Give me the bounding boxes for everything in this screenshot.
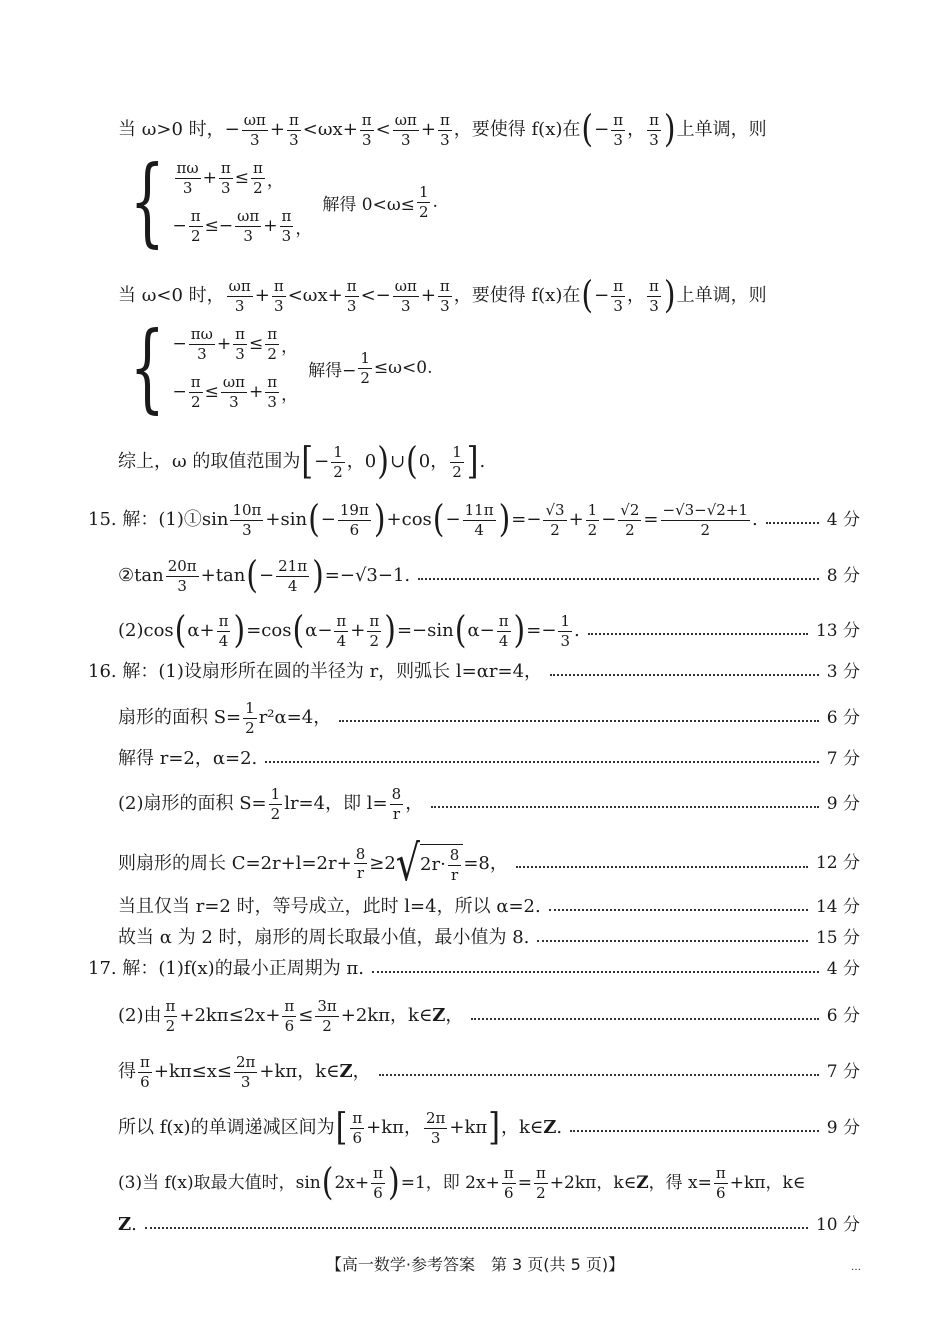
q16-step1: 16. 解：(1)设扇形所在圆的半径为 r，则弧长 l=αr=4， 3 分 xyxy=(88,661,860,682)
score: 14 分 xyxy=(815,896,860,917)
q15-part1-step2: ②tan $\frac{20\pi}{3}$ +tan ( − $\frac{21\pi}{4}$ ) =−√3−1. 8 分 xyxy=(118,553,860,598)
score: 3 分 xyxy=(826,661,860,682)
score: 12 分 xyxy=(815,853,860,873)
score: 13 分 xyxy=(815,620,860,641)
inequality-system-1: { $\frac{\pi\omega}{3}$ + $\frac{\pi}{3}$ ≤ $\frac{\pi}{2}$ ， − $\frac{\pi}{2}$ ≤− $\frac{\omega\pi}{3}$ + $\frac{\pi}{3}$ ， 解得 0<ω≤ $\frac{1}{2}$ . xyxy=(129,145,438,258)
score: 4 分 xyxy=(826,958,860,979)
inequality-system-2: { − $\frac{\pi\omega}{3}$ + $\frac{\pi}{3}$ ≤ $\frac{\pi}{2}$ ， − $\frac{\pi}{2}$ ≤ $\frac{\omega\pi}{3}$ + $\frac{\pi}{3}$ ， 解得− $\frac{1}{2}$ ≤ω<0. xyxy=(129,311,433,424)
q16-step6: 当且仅当 r=2 时，等号成立，此时 l=4，所以 α=2. 14 分 xyxy=(118,896,860,917)
score: 4 分 xyxy=(826,509,860,530)
fraction: $\frac{\pi}{3}$ xyxy=(361,111,372,149)
score: 9 分 xyxy=(826,1117,860,1138)
score: 6 分 xyxy=(826,1005,860,1026)
score: 7 分 xyxy=(826,1061,860,1082)
text: 当 ω>0 时，− xyxy=(118,119,240,140)
q16-step3: 解得 r=2，α=2. 7 分 xyxy=(118,748,860,769)
score: 9 分 xyxy=(826,793,860,814)
solve-result-2: 解得− $\frac{1}{2}$ ≤ω<0. xyxy=(308,349,433,387)
omega-positive-condition: 当 ω>0 时，− $\frac{\omega\pi}{3}$ + $\frac{\pi}{3}$ <ωx+ $\frac{\pi}{3}$ < $\frac{\omega\pi}{3}$ + $\frac{\pi}{3}$ ，要使得 f(x)在 ( − $\frac{\pi}{3}$ ， $\frac{\pi}{3}$ ) 上单调，则 xyxy=(118,107,767,152)
q17-step2: (2)由 $\frac{\pi}{2}$ +2kπ≤2x+ $\frac{\pi}{6}$ ≤ $\frac{3\pi}{2}$ +2kπ，k∈ Z ， 6 分 xyxy=(118,997,860,1035)
q17-step4: 所以 f(x)的单调递减区间为 [ $\frac{\pi}{6}$ +kπ， $\frac{2\pi}{3}$ +kπ ] ，k∈ Z . 9 分 xyxy=(118,1105,860,1150)
q16-step5: 则扇形的周长 C=2r+l=2r+ $\frac{8}{r}$ ≥2 √ 2r· $\frac{8}{r}$ =8， 12 分 xyxy=(118,834,860,892)
q17-step6: Z . 10 分 xyxy=(118,1214,860,1235)
solve-result-1: 解得 0<ω≤ $\frac{1}{2}$ . xyxy=(322,183,438,221)
q15-part2: (2)cos ( α+ $\frac{\pi}{4}$ ) =cos ( α− $\frac{\pi}{4}$ + $\frac{\pi}{2}$ ) =−sin ( α− $\frac{\pi}{4}$ ) =− $\frac{1}{3}$ . 13 分 xyxy=(118,608,860,653)
q15-part1-step1: 15. 解：(1)①sin $\frac{10\pi}{3}$ +sin ( − $\frac{19\pi}{6}$ ) +cos ( − $\frac{11\pi}{4}$ ) =− $\frac{√3}{2}$ + $\frac{1}{2}$ − $\frac{√2}{2}$ = $\frac{-√3-√2+1}{2}$ . 4 分 xyxy=(88,497,860,542)
fraction: $\frac{\pi}{3}$ xyxy=(288,111,299,149)
q17-step5: (3)当 f(x)取最大值时，sin ( 2x+ $\frac{\pi}{6}$ ) =1，即 2x+ $\frac{\pi}{6}$ = $\frac{\pi}{2}$ +2kπ，k∈ Z ，得 x= $\frac{\pi}{6}$ +kπ，k∈ xyxy=(118,1160,806,1205)
q17-step3: 得 $\frac{\pi}{6}$ +kπ≤x≤ $\frac{2\pi}{3}$ +kπ，k∈ Z ， 7 分 xyxy=(118,1053,860,1091)
q17-step1: 17. 解：(1)f(x)的最小正周期为 π. 4 分 xyxy=(88,958,860,979)
score: 6 分 xyxy=(826,707,860,728)
q16-step4: (2)扇形的面积 S= $\frac{1}{2}$ lr=4，即 l= $\frac{8}{r}$ ， 9 分 xyxy=(118,785,860,823)
q16-step7: 故当 α 为 2 时，扇形的周长取最小值，最小值为 8. 15 分 xyxy=(118,927,860,948)
score: 8 分 xyxy=(826,565,860,586)
sqrt-expression: √ 2r· $\frac{8}{r}$ xyxy=(396,844,464,883)
score: 7 分 xyxy=(826,748,860,769)
fraction: $\frac{\pi}{3}$ xyxy=(439,111,450,149)
page-footer: 【高一数学·参考答案 第 3 页(共 5 页)】 xyxy=(325,1255,625,1274)
omega-negative-condition: 当 ω<0 时， $\frac{\omega\pi}{3}$ + $\frac{\pi}{3}$ <ωx+ $\frac{\pi}{3}$ <− $\frac{\omega\pi}{3}$ + $\frac{\pi}{3}$ ，要使得 f(x)在 ( − $\frac{\pi}{3}$ ， $\frac{\pi}{3}$ ) 上单调，则 xyxy=(118,273,767,318)
score: 10 分 xyxy=(815,1214,860,1235)
score: 15 分 xyxy=(815,927,860,948)
omega-range-summary: 综上，ω 的取值范围为 [ − $\frac{1}{2}$ ，0 ) ∪ ( 0， $\frac{1}{2}$ ] . xyxy=(118,439,486,484)
fraction: $\frac{\omega\pi}{3}$ xyxy=(243,111,266,149)
corner-mark: … xyxy=(851,1262,861,1273)
fraction: $\frac{\omega\pi}{3}$ xyxy=(394,111,417,149)
q16-step2: 扇形的面积 S= $\frac{1}{2}$ r²α=4， 6 分 xyxy=(118,699,860,737)
